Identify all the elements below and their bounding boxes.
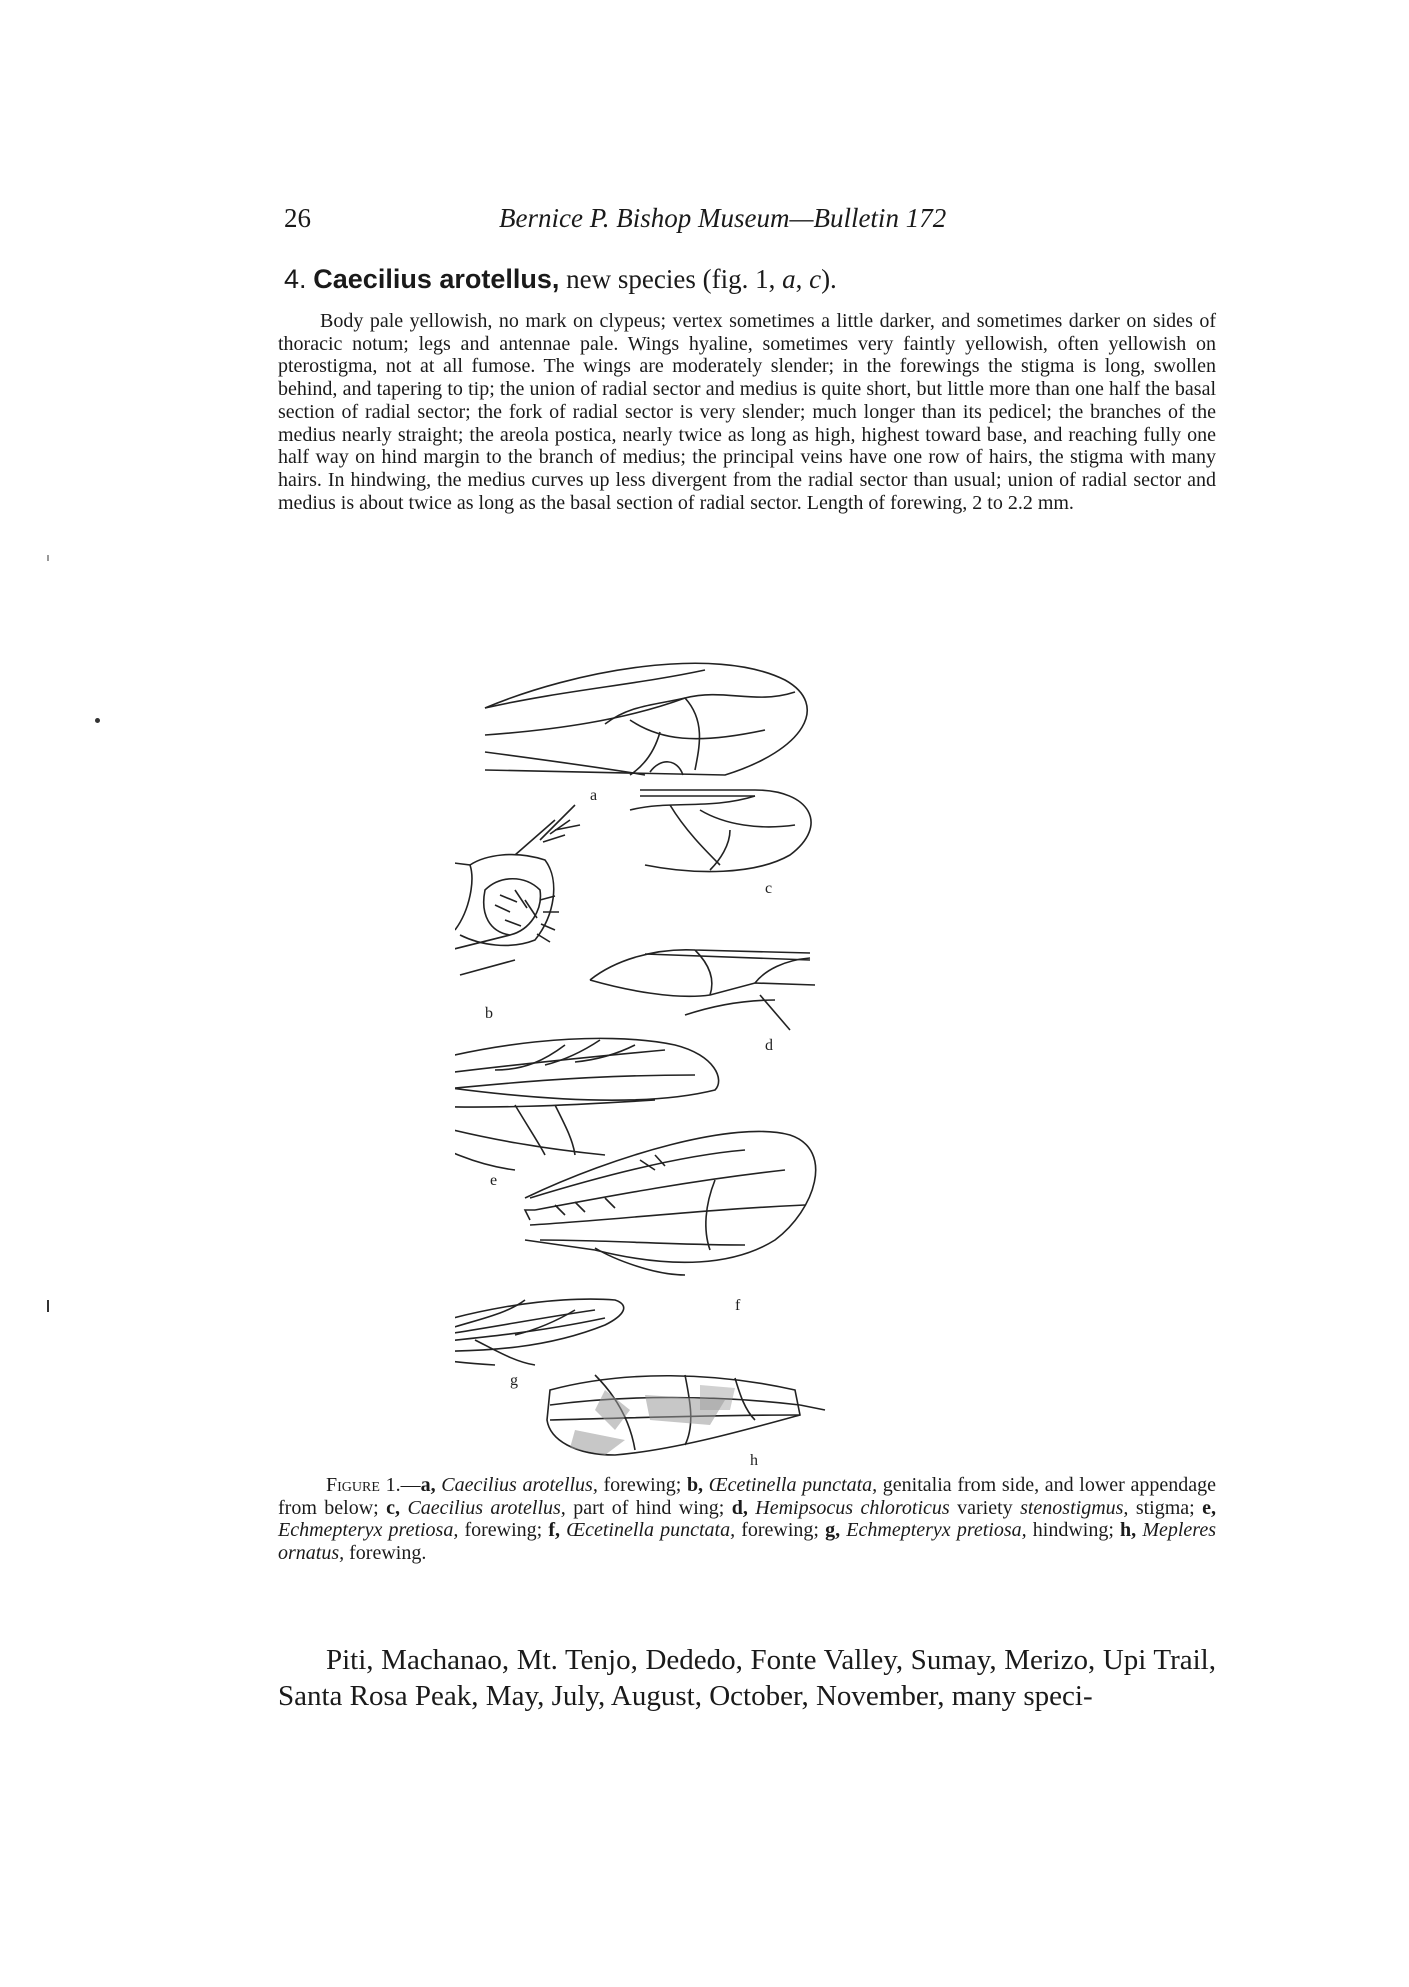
scan-speck: [47, 555, 49, 561]
heading-fig-c: c: [809, 264, 822, 294]
caption-desc: hindwing;: [1026, 1519, 1121, 1542]
species-number: 4.: [284, 264, 307, 294]
panel-label-c: c: [765, 880, 773, 897]
panel-b-genitalia: [455, 805, 580, 975]
species-name: Caecilius arotellus,: [313, 264, 560, 294]
wing-drawings: [455, 650, 1055, 1465]
panel-c-hindwing: [630, 790, 811, 872]
caption-taxon: Caecilius arotellus,: [407, 1496, 566, 1519]
heading-close: ).: [821, 264, 837, 294]
panel-d-stigma: [590, 950, 815, 1030]
locality-paragraph: Piti, Machanao, Mt. Tenjo, Dededo, Fonte Valley, Sumay, Merizo, Upi Trail, Santa Rosa Peak, May, July, August, October, November, many speci-: [278, 1644, 1216, 1712]
caption-taxon: Hemipsocus chloroticus: [755, 1496, 950, 1519]
caption-key: c,: [386, 1496, 401, 1519]
caption-desc: part of hind wing;: [565, 1496, 732, 1519]
heading-fig-a: a: [782, 264, 796, 294]
panel-g-hindwing: [455, 1299, 624, 1365]
panel-label-e: e: [490, 1172, 498, 1189]
caption-taxon: Œcetinella punctata,: [708, 1474, 878, 1496]
running-header: [284, 203, 984, 239]
scan-speck: [47, 1300, 49, 1312]
heading-sep: ,: [795, 264, 810, 294]
panel-label-d: d: [765, 1037, 773, 1054]
caption-key: d,: [731, 1496, 748, 1519]
panel-label-f: f: [735, 1297, 741, 1314]
caption-taxon: Mepleres ornatus,: [278, 1519, 1216, 1565]
caption-taxon: Œcetinella punctata,: [566, 1519, 736, 1542]
caption-desc: variety: [949, 1496, 1021, 1519]
heading-rest: new species (fig. 1,: [559, 264, 783, 294]
caption-key: e,: [1202, 1496, 1217, 1519]
caption-desc: stigma;: [1128, 1496, 1203, 1519]
panel-a-forewing: [485, 663, 807, 775]
caption-label: Figure 1.: [326, 1474, 401, 1496]
species-heading: [284, 264, 837, 295]
caption-taxon: stenostigmus,: [1020, 1496, 1129, 1519]
description-paragraph: Body pale yellowish, no mark on clypeus; vertex sometimes a little darker, and sometimes darker on sides of thoracic notum; legs and antennae pale. Wings hyaline, sometimes very faintly yellowish, often yellowish on pterostigma, not at all fumose. The wings are moderately slender; in the forewings the stigma is long, swollen behind, and tapering to tip; the union of radial sector and medius is quite short, but little more than one half the basal section of radial sector; the fork of radial sector is very slender; much longer than its pedicel; the branches of the medius nearly straight; the areola postica, nearly twice as long as high, highest toward base, and reaching fully one half way on hind margin to the branch of medius; the principal veins have one row of hairs, the stigma with many hairs. In hindwing, the medius curves up less divergent from the radial sector than usual; union of radial sector and medius is about twice as long as the basal section of radial sector. Length of forewing, 2 to 2.2 mm.: [278, 310, 1216, 514]
panel-e-forewing: [455, 1038, 719, 1170]
caption-taxon: Caecilius arotellus,: [441, 1474, 598, 1496]
caption-key: f,: [548, 1519, 561, 1542]
caption-key: h,: [1120, 1519, 1137, 1542]
caption-key: b,: [686, 1474, 704, 1496]
panel-label-h: h: [750, 1452, 758, 1465]
caption-taxon: Echmepteryx pretiosa,: [846, 1519, 1027, 1542]
caption-key: a,: [420, 1474, 436, 1496]
page-number: 26: [284, 203, 311, 233]
caption-dash: —: [400, 1474, 421, 1496]
figure-1: [455, 650, 1055, 1465]
caption-key: g,: [825, 1519, 841, 1542]
caption-desc: forewing.: [344, 1542, 427, 1565]
caption-desc: forewing;: [458, 1519, 549, 1542]
panel-label-a: a: [590, 787, 598, 804]
running-title: Bernice P. Bishop Museum—Bulletin 172: [499, 203, 947, 233]
caption-desc: forewing;: [597, 1474, 687, 1496]
caption-desc: forewing;: [735, 1519, 826, 1542]
figure-caption: [278, 1474, 1216, 1565]
caption-taxon: Echmepteryx pretiosa,: [278, 1519, 459, 1542]
panel-f-forewing: [525, 1131, 816, 1275]
caption-desc: genitalia from side, and lower appendage from below;: [278, 1474, 1217, 1519]
scan-speck: [95, 718, 100, 723]
panel-label-g: g: [510, 1372, 518, 1389]
panel-label-b: b: [485, 1005, 493, 1022]
panel-h-forewing: [547, 1375, 825, 1455]
